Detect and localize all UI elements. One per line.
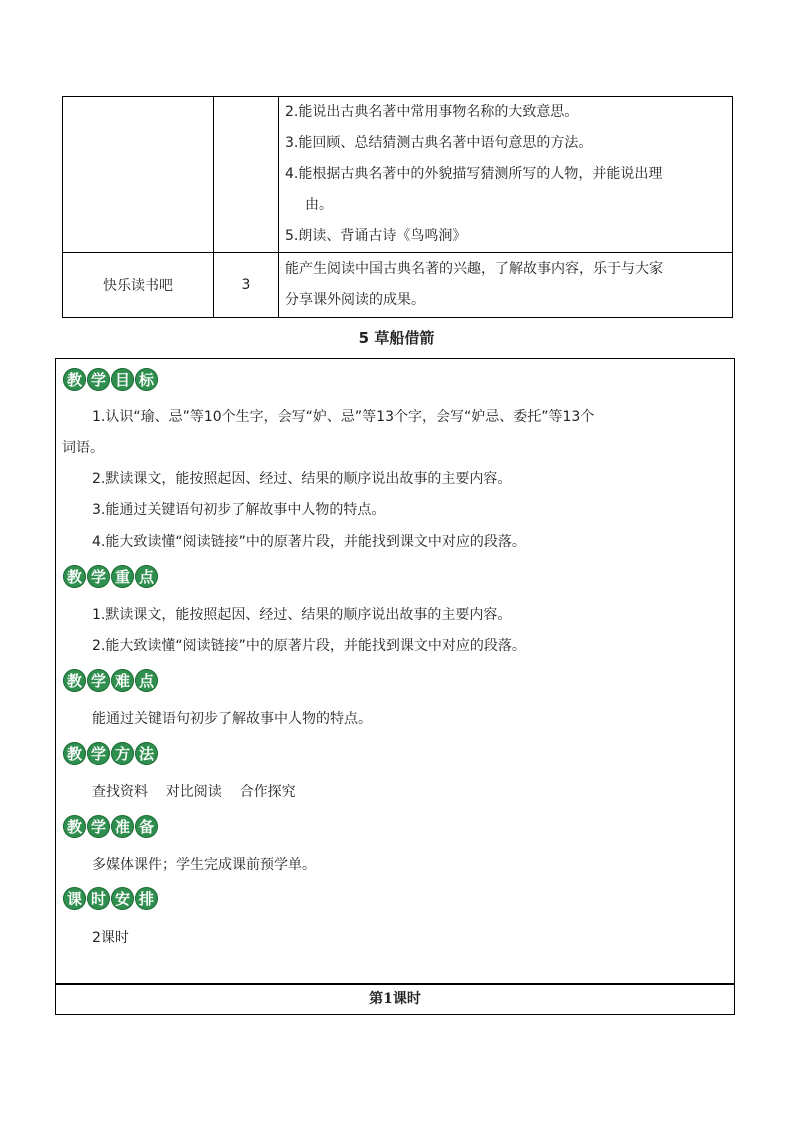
- curriculum-table: [62, 96, 733, 318]
- objective-line: 2.能说出古典名著中常用事物名称的大致意思。: [285, 104, 579, 120]
- key-point-line: 1.默读课文，能按照起因、经过、结果的顺序说出故事的主要内容。: [92, 607, 512, 623]
- objective-line: 能产生阅读中国古典名著的兴趣，了解故事内容，乐于与大家: [285, 261, 663, 277]
- difficulty-line: 能通过关键语句初步了解故事中人物的特点。: [92, 711, 372, 727]
- lesson-title: 5 草船借箭: [358, 329, 435, 347]
- preparation-line: 多媒体课件；学生完成课前预学单。: [92, 857, 316, 873]
- method-line: 查找资料 对比阅读 合作探究: [92, 784, 296, 800]
- objectives-cell: [279, 97, 733, 253]
- goal-line: 2.默读课文，能按照起因、经过、结果的顺序说出故事的主要内容。: [92, 471, 512, 487]
- objective-line: 分享课外阅读的成果。: [285, 292, 425, 308]
- section-header-difficulties: 教 学 难 点: [63, 669, 159, 692]
- goal-line: 4.能大致读懂“阅读链接”中的原著片段，并能找到课文中对应的段落。: [92, 534, 526, 550]
- objective-line: 5.朗读、背诵古诗《鸟鸣涧》: [285, 228, 467, 244]
- section-header-methods: 教 学 方 法: [63, 742, 159, 765]
- section-header-key-points: 教 学 重 点: [63, 565, 159, 588]
- key-point-line: 2.能大致读懂“阅读链接”中的原著片段，并能找到课文中对应的段落。: [92, 638, 526, 654]
- period-heading: 第1课时: [55, 984, 735, 1015]
- unit-objectives: [279, 253, 733, 318]
- section-header-goals: 教 学 目 标: [63, 368, 159, 391]
- objective-line: 3.能回顾、总结猜测古典名著中语句意思的方法。: [285, 135, 593, 151]
- goal-line: 1.认识“瑜、忌”等10个生字，会写“妒、忌”等13个字，会写“妒忌、委托”等13个: [92, 409, 595, 425]
- goal-line: 词语。: [62, 440, 104, 456]
- table-cell-empty: [63, 97, 214, 253]
- schedule-line: 2课时: [92, 930, 129, 946]
- table-cell-empty: [214, 97, 279, 253]
- unit-name: 快乐读书吧: [63, 253, 214, 318]
- objective-line: 由。: [305, 197, 333, 213]
- section-header-preparation: 教 学 准 备: [63, 815, 159, 838]
- unit-hours: 3: [214, 253, 279, 318]
- section-header-schedule: 课 时 安 排: [63, 887, 159, 910]
- goal-line: 3.能通过关键语句初步了解故事中人物的特点。: [92, 502, 386, 518]
- objective-line: 4.能根据古典名著中的外貌描写猜测所写的人物，并能说出理: [285, 166, 663, 182]
